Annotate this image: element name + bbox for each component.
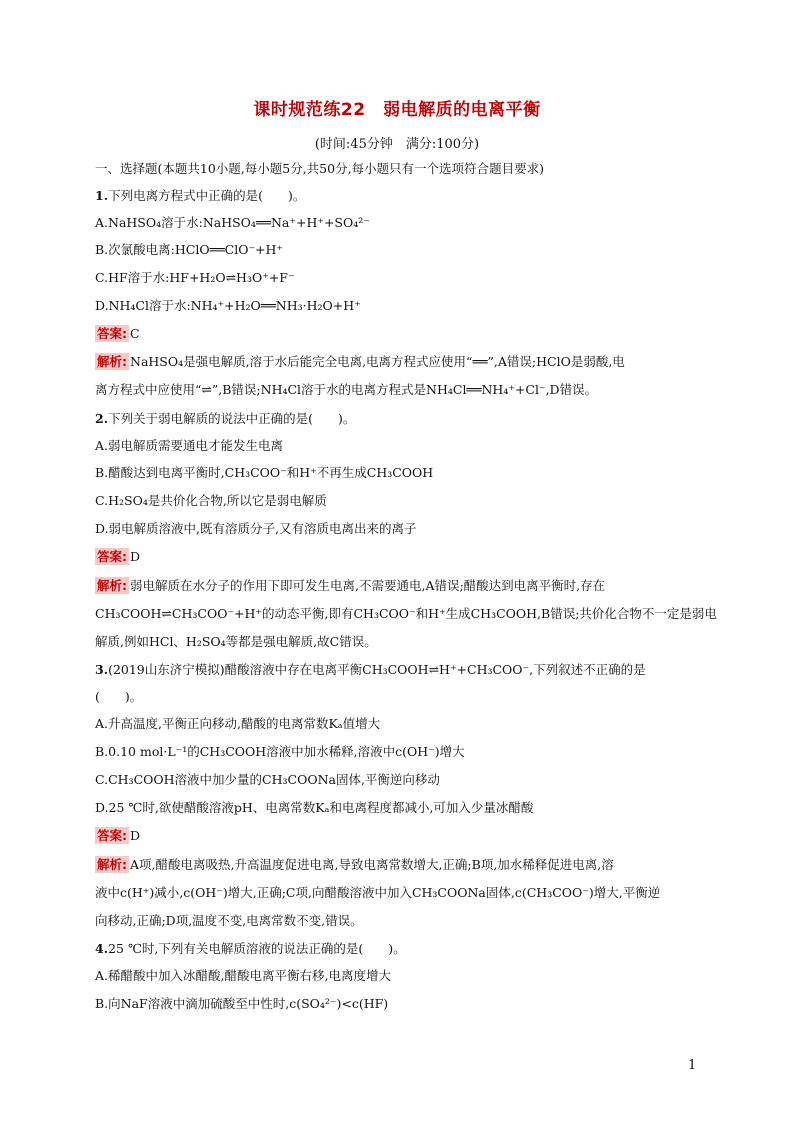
analysis-text: CH₃COOH⇌CH₃COO⁻+H⁺的动态平衡,即有CH₃COO⁻和H⁺生成CH₃COOH,B错误;共价化合物不一定是弱电 [95, 606, 717, 621]
question-stem: 25 ℃时,下列有关电解质溶液的说法正确的是( )。 [108, 941, 406, 956]
option: B.0.10 mol·L⁻¹的CH₃COOH溶液中加水稀释,溶液中c(OH⁻)增大 [95, 744, 465, 759]
question-3 [95, 661, 705, 679]
analysis-text: 弱电解质在水分子的作用下即可发生电离,不需要通电,A错误;醋酸达到电离平衡时,存在 [130, 578, 606, 593]
analysis-text: 解质,例如HCl、H₂SO₄等都是强电解质,故C错误。 [95, 634, 377, 649]
option: A.NaHSO₄溶于水:NaHSO₄══Na⁺+H⁺+SO₄²⁻ [95, 215, 370, 230]
question-1 [95, 187, 705, 205]
analysis-line [95, 856, 705, 874]
answer-tag: 答案: [97, 549, 127, 564]
analysis-tag: 解析: [97, 578, 127, 593]
answer-value: D [130, 828, 141, 843]
question-number: 1. [95, 188, 109, 203]
option: B.醋酸达到电离平衡时,CH₃COO⁻和H⁺不再生成CH₃COOH [95, 465, 434, 480]
analysis-text: 液中c(H⁺)减小,c(OH⁻)增大,正确;C项,向醋酸溶液中加入CH₃COONa固体,c(CH₃COO⁻)增大,平衡逆 [95, 885, 661, 900]
option: A.稀醋酸中加入冰醋酸,醋酸电离平衡右移,电离度增大 [95, 968, 391, 983]
page-number: 1 [688, 1058, 697, 1073]
analysis-text: NaHSO₄是强电解质,溶于水后能完全电离,电离方程式应使用“══”,A错误;HClO是弱酸,电 [130, 354, 625, 369]
question-stem: (2019山东济宁模拟)醋酸溶液中存在电离平衡CH₃COOH⇌H⁺+CH₃COO⁻,下列叙述不正确的是 [108, 662, 646, 677]
page-title: 课时规范练22 弱电解质的电离平衡 [253, 100, 541, 120]
question-number: 4. [95, 941, 109, 956]
question-4 [95, 940, 705, 958]
option: B.向NaF溶液中滴加硫酸至中性时,c(SO₄²⁻)<c(HF) [95, 996, 389, 1011]
question-stem: 下列关于弱电解质的说法中正确的是( )。 [108, 411, 356, 426]
option: B.次氯酸电离:HClO══ClO⁻+H⁺ [95, 242, 284, 257]
section-heading: 一、选择题(本题共10小题,每小题5分,共50分,每小题只有一个选项符合题目要求) [95, 161, 544, 176]
analysis-tag: 解析: [97, 857, 127, 872]
option: C.CH₃COOH溶液中加少量的CH₃COONa固体,平衡逆向移动 [95, 772, 440, 787]
analysis-line [95, 353, 705, 371]
option: D.25 ℃时,欲使醋酸溶液pH、电离常数Kₐ和电离程度都减小,可加入少量冰醋酸 [95, 800, 534, 815]
answer-value: D [130, 549, 141, 564]
analysis-text: A项,醋酸电离吸热,升高温度促进电离,导致电离常数增大,正确;B项,加水稀释促进电离,溶 [130, 857, 614, 872]
question-number: 2. [95, 411, 109, 426]
answer-tag: 答案: [97, 828, 127, 843]
answer-line [95, 548, 705, 566]
answer-tag: 答案: [97, 326, 127, 341]
analysis-tag: 解析: [97, 354, 127, 369]
analysis-text: 离方程式中应使用“⇌”,B错误;NH₄Cl溶于水的电离方程式是NH₄Cl══NH₄⁺+Cl⁻,D错误。 [95, 382, 598, 397]
answer-value: C [130, 326, 140, 341]
analysis-text: 向移动,正确;D项,温度不变,电离常数不变,错误。 [95, 913, 363, 928]
answer-line [95, 325, 705, 343]
answer-line [95, 827, 705, 845]
option: C.H₂SO₄是共价化合物,所以它是弱电解质 [95, 493, 327, 508]
question-number: 3. [95, 662, 109, 677]
option: C.HF溶于水:HF+H₂O⇌H₃O⁺+F⁻ [95, 270, 295, 285]
question-stem: 下列电离方程式中正确的是( )。 [108, 188, 306, 203]
question-2 [95, 410, 705, 428]
option: D.NH₄Cl溶于水:NH₄⁺+H₂O══NH₃·H₂O+H⁺ [95, 298, 361, 313]
question-stem-continued: ( )。 [95, 689, 143, 704]
option: A.弱电解质需要通电才能发生电离 [95, 438, 284, 453]
analysis-line [95, 577, 705, 595]
option: A.升高温度,平衡正向移动,醋酸的电离常数Kₐ值增大 [95, 716, 381, 731]
page-subtitle: (时间:45分钟 满分:100分) [314, 137, 480, 152]
option: D.弱电解质溶液中,既有溶质分子,又有溶质电离出来的离子 [95, 521, 417, 536]
